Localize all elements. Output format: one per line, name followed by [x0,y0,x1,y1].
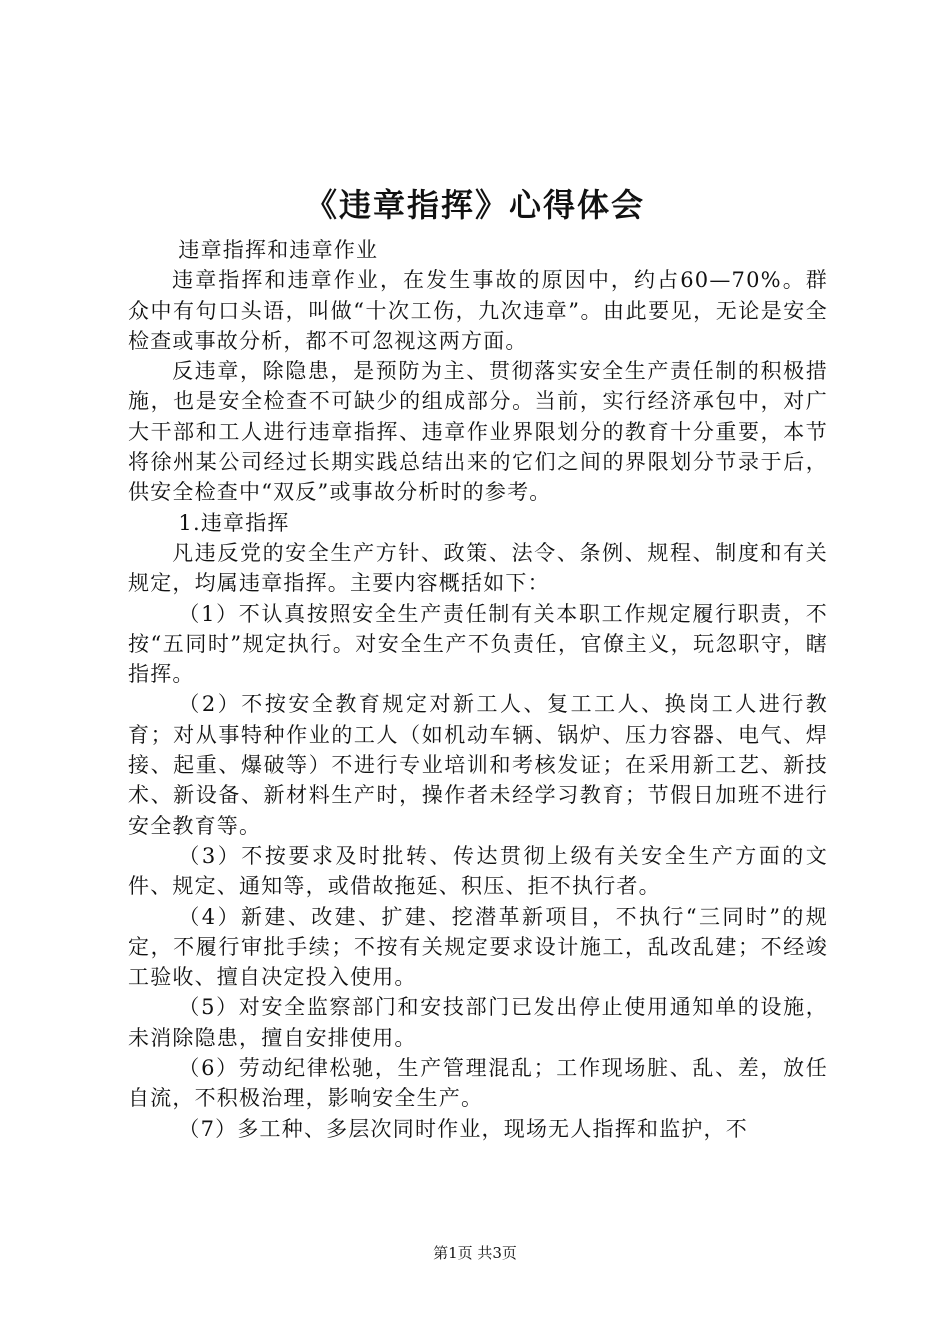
paragraph: 凡违反党的安全生产方针、政策、法令、条例、规程、制度和有关规定，均属违章指挥。主要内容概括如下： [128,540,828,596]
list-item: （3）不按要求及时批转、传达贯彻上级有关安全生产方面的文件、规定、通知等，或借故拖延、积压、拒不执行者。 [128,843,828,899]
document-body [128,235,828,1144]
section-heading: 1.违章指挥 [178,510,290,535]
paragraph: 反违章，除隐患，是预防为主、贯彻落实安全生产责任制的积极措施，也是安全检查不可缺少的组成部分。当前，实行经济承包中，对广大干部和工人进行违章指挥、违章作业界限划分的教育十分重要，本节将徐州某公司经过长期实践总结出来的它们之间的界限划分节录于后，供安全检查中“双反”或事故分析时的参考。 [128,359,828,505]
page-footer: 第1页 共3页 [433,1244,517,1262]
paragraph: 违章指挥和违章作业，在发生事故的原因中，约占60—70%。群众中有句口头语，叫做“十次工伤，九次违章”。由此要见，无论是安全检查或事故分析，都不可忽视这两方面。 [128,268,828,353]
list-item: （5）对安全监察部门和安技部门已发出停止使用通知单的设施，未消除隐患，擅自安排使用。 [128,995,828,1050]
list-item: （2）不按安全教育规定对新工人、复工工人、换岗工人进行教育；对从事特种作业的工人（如机动车辆、锅炉、压力容器、电气、焊接、起重、爆破等）不进行专业培训和考核发证；在采用新工艺、新技术、新设备、新材料生产时，操作者未经学习教育；节假日加班不进行安全教育等。 [128,692,828,838]
list-item: （1）不认真按照安全生产责任制有关本职工作规定履行职责，不按“五同时”规定执行。对安全生产不负责任，官僚主义，玩忽职守，瞎指挥。 [128,601,828,687]
list-item: （4）新建、改建、扩建、挖潜革新项目，不执行“三同时”的规定，不履行审批手续；不按有关规定要求设计施工，乱改乱建；不经竣工验收、擅自决定投入使用。 [128,904,828,990]
document-title: 《违章指挥》心得体会 [304,186,645,224]
section-heading: 违章指挥和违章作业 [178,238,379,262]
list-item: （7）多工种、多层次同时作业，现场无人指挥和监护，不 [178,1116,748,1141]
list-item: （6）劳动纪律松驰，生产管理混乱；工作现场脏、乱、差，放任自流，不积极治理，影响安全生产。 [128,1056,828,1111]
